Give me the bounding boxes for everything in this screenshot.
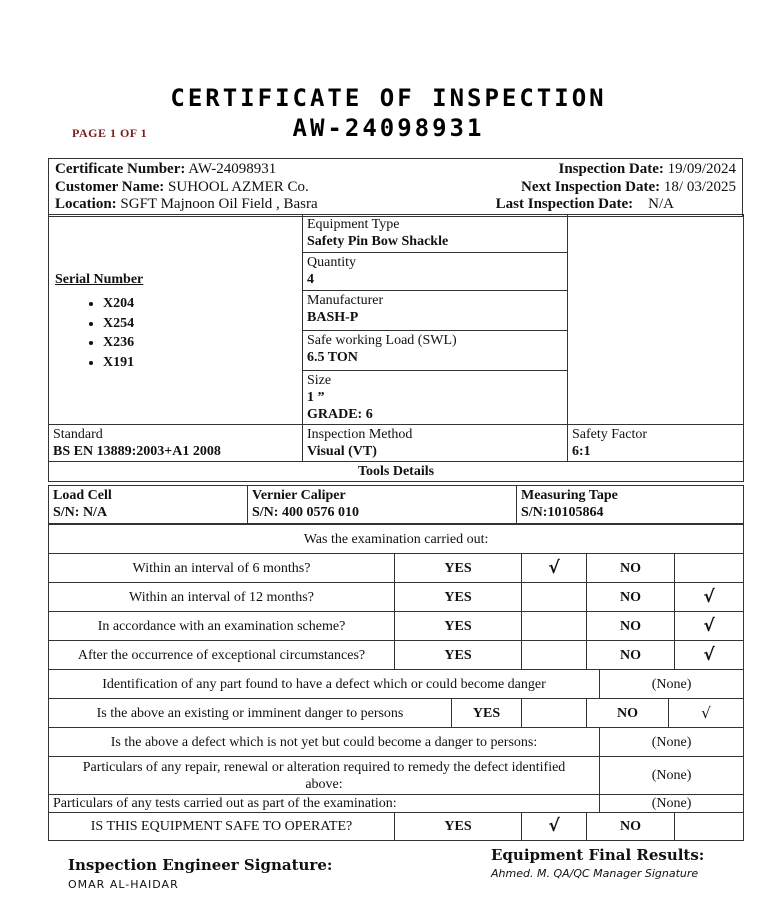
no-tick: √ — [675, 612, 744, 641]
customer-label: Customer Name: — [55, 178, 165, 195]
size-value: 1 ” — [307, 390, 325, 405]
no-label: NO — [587, 583, 675, 612]
no-label: NO — [587, 641, 675, 670]
no-label: NO — [587, 612, 675, 641]
question: In accordance with an examination scheme? — [49, 612, 395, 641]
manager-signature: Ahmed. M. QA/QC Manager Signature — [491, 867, 699, 880]
inspection-date-value: 19/09/2024 — [667, 161, 736, 177]
location-label: Location: — [55, 196, 117, 212]
cert-number-value: AW-24098931 — [188, 161, 277, 177]
yes-label: YES — [452, 699, 522, 728]
grade-value: GRADE: 6 — [307, 407, 373, 422]
no-label: NO — [587, 699, 669, 728]
inspection-date-label: Inspection Date: — [558, 161, 664, 177]
cert-number-label: Certificate Number: — [55, 161, 186, 177]
final-results-label: Equipment Final Results: — [491, 846, 705, 864]
info-table — [48, 158, 743, 217]
yes-label: YES — [395, 612, 522, 641]
blank-cell — [568, 215, 744, 425]
answer-none: (None) — [600, 795, 744, 813]
list-item: • X191 — [103, 353, 298, 373]
certificate-code: AW-24098931 — [292, 114, 485, 142]
size-label: Size — [307, 373, 332, 388]
page-indicator: PAGE 1 OF 1 — [72, 126, 148, 140]
yes-label: YES — [395, 583, 522, 612]
location-value: SGFT Majnoon Oil Field , Basra — [120, 196, 318, 212]
no-label: NO — [587, 813, 675, 841]
certificate-title: CERTIFICATE OF INSPECTION — [170, 84, 607, 112]
yes-check-cell — [522, 583, 587, 612]
tool-name: Measuring Tape — [521, 488, 618, 503]
next-inspection-value: 18/ 03/2025 — [663, 178, 736, 195]
question: Is the above an existing or imminent danger to persons — [49, 699, 452, 728]
manufacturer-value: BASH-P — [307, 310, 359, 325]
no-check-cell — [675, 554, 744, 583]
no-tick: √ — [675, 583, 744, 612]
yes-check-cell — [522, 699, 587, 728]
inspection-method-value: Visual (VT) — [307, 444, 377, 459]
list-item: • X254 — [103, 314, 298, 334]
no-tick: √ — [675, 641, 744, 670]
equipment-table — [48, 214, 744, 482]
tool-serial: S/N: 400 0576 010 — [252, 505, 359, 520]
quantity-value: 4 — [307, 272, 314, 287]
question: Particulars of any tests carried out as part of the examination: — [49, 795, 600, 813]
yes-label: YES — [395, 813, 522, 841]
yes-tick: √ — [522, 554, 587, 583]
last-inspection-value: N/A — [648, 196, 674, 212]
last-inspection-label: Last Inspection Date: — [495, 196, 634, 212]
question: After the occurrence of exceptional circumstances? — [49, 641, 395, 670]
tool-name: Vernier Caliper — [252, 488, 346, 503]
question: IS THIS EQUIPMENT SAFE TO OPERATE? — [49, 813, 395, 841]
standard-label: Standard — [53, 427, 103, 442]
yes-check-cell — [522, 641, 587, 670]
safety-factor-value: 6:1 — [572, 444, 591, 459]
answer-none: (None) — [600, 757, 744, 795]
tool-serial: S/N: N/A — [53, 505, 108, 520]
yes-tick: √ — [522, 813, 587, 841]
serial-list — [55, 294, 298, 372]
tool-serial: S/N:10105864 — [521, 505, 604, 520]
answer-none: (None) — [600, 728, 744, 757]
equipment-type-value: Safety Pin Bow Shackle — [307, 234, 449, 249]
list-item: • X204 — [103, 294, 298, 314]
tool-name: Load Cell — [53, 488, 112, 503]
no-tick: √ — [669, 699, 744, 728]
inspection-method-label: Inspection Method — [307, 427, 413, 442]
tools-table — [48, 485, 744, 524]
engineer-signature: OMAR AL-HAIDAR — [68, 878, 179, 891]
tools-heading: Tools Details — [49, 462, 744, 482]
question: Identification of any part found to have a defect which or could become danger — [49, 670, 600, 699]
no-check-cell — [675, 813, 744, 841]
engineer-signature-label: Inspection Engineer Signature: — [68, 856, 333, 874]
answer-none: (None) — [600, 670, 744, 699]
question: Within an interval of 6 months? — [49, 554, 395, 583]
no-label: NO — [587, 554, 675, 583]
safety-factor-label: Safety Factor — [572, 427, 648, 442]
examination-table — [48, 524, 744, 841]
exam-heading: Was the examination carried out: — [49, 525, 744, 554]
standard-value: BS EN 13889:2003+A1 2008 — [53, 444, 221, 459]
swl-label: Safe working Load (SWL) — [307, 333, 457, 348]
yes-label: YES — [395, 641, 522, 670]
manufacturer-label: Manufacturer — [307, 293, 384, 308]
yes-check-cell — [522, 612, 587, 641]
question: Is the above a defect which is not yet but could become a danger to persons: — [49, 728, 600, 757]
quantity-label: Quantity — [307, 255, 356, 270]
yes-label: YES — [395, 554, 522, 583]
equipment-type-label: Equipment Type — [307, 217, 400, 232]
list-item: • X236 — [103, 333, 298, 353]
serial-number-heading: Serial Number — [55, 272, 144, 287]
next-inspection-label: Next Inspection Date: — [521, 178, 661, 195]
swl-value: 6.5 TON — [307, 350, 358, 365]
question: Within an interval of 12 months? — [49, 583, 395, 612]
customer-value: SUHOOL AZMER Co. — [168, 178, 309, 195]
question: Particulars of any repair, renewal or alteration required to remedy the defect identified above: — [49, 757, 600, 795]
